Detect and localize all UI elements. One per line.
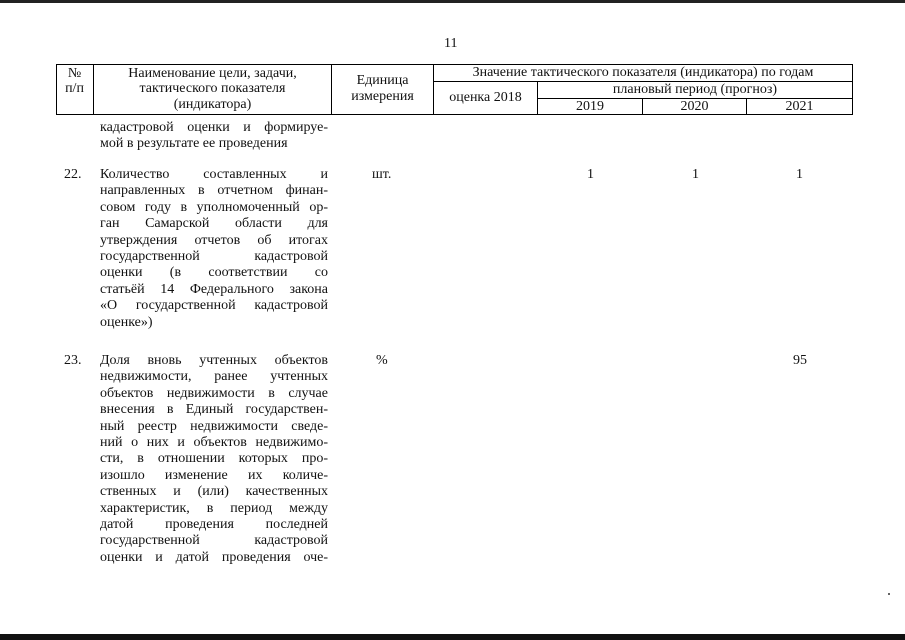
indicator-name-line: оценки (в соответствии со <box>100 265 328 281</box>
header-num-line1: № <box>67 66 82 81</box>
indicator-name-line: Количество составленных и <box>100 167 328 182</box>
header-unit-line2: измерения <box>351 89 414 104</box>
header-values-title: Значение тактического показателя (индикатора) по годам <box>472 65 814 80</box>
indicator-name-line: статьёй 14 Федерального закона <box>100 281 328 297</box>
unit-of-measure: шт. <box>372 167 392 182</box>
indicator-name-line: объектов недвижимости в случае <box>100 385 328 401</box>
indicator-name-line: недвижимости, ранее учтенных <box>100 369 328 385</box>
scan-bottom-edge <box>0 634 905 640</box>
value-2021: 1 <box>796 167 803 182</box>
header-name-line1: Наименование цели, задачи, <box>128 66 297 81</box>
indicator-name-line: оценки и датой проведения оче- <box>100 549 328 565</box>
indicator-name-line: ган Самарской области для <box>100 216 328 232</box>
indicator-name-line: государственной кадастровой <box>100 249 328 264</box>
header-num-line2: п/п <box>65 81 84 96</box>
header-name-line2: тактического показателя <box>139 81 286 96</box>
indicator-name-line: ный реестр недвижимости сведе- <box>100 418 328 434</box>
header-unit-line1: Единица <box>356 73 409 88</box>
indicator-name-line: утверждения отчетов об итогах <box>100 232 328 248</box>
value-2020: 1 <box>692 167 699 182</box>
header-year-2020: 2020 <box>680 99 709 114</box>
indicator-name-line: Доля вновь учтенных объектов <box>100 353 328 368</box>
scan-speck <box>888 593 890 595</box>
indicator-name-line: изошло изменение их количе- <box>100 467 328 483</box>
indicator-name-line: оценке») <box>100 314 153 330</box>
indicator-name-line: мой в результате ее проведения <box>100 136 288 152</box>
page-number: 11 <box>444 36 458 51</box>
table-header <box>56 64 853 115</box>
indicator-name-line: датой проведения последней <box>100 517 328 532</box>
indicator-name-line: внесения в Единый государствен- <box>100 402 328 418</box>
header-estimate: оценка 2018 <box>449 90 522 105</box>
unit-of-measure: % <box>376 353 388 368</box>
indicator-name-line: кадастровой оценки и формируе- <box>100 120 328 135</box>
indicator-name-line: ний о них и объектов недвижимо- <box>100 435 328 450</box>
header-year-2019: 2019 <box>576 99 604 114</box>
indicator-name-line: характеристик, в период между <box>100 500 328 516</box>
indicator-name-line: сти, в отношении которых про- <box>100 451 328 467</box>
row-number: 23. <box>64 353 82 368</box>
indicator-name-line: совом году в уполномоченный ор- <box>100 199 328 215</box>
value-2019: 1 <box>587 167 594 182</box>
value-2021: 95 <box>793 353 807 368</box>
header-year-2021: 2021 <box>785 99 814 114</box>
indicator-name-line: ственных и (или) качественных <box>100 484 328 500</box>
indicator-name-line: государственной кадастровой <box>100 533 328 549</box>
row-number: 22. <box>64 167 82 182</box>
scan-top-edge <box>0 0 905 3</box>
indicator-name-line: направленных в отчетном финан- <box>100 183 328 199</box>
header-name-line3: (индикатора) <box>173 97 252 112</box>
header-plan-period: плановый период (прогноз) <box>612 82 778 97</box>
header-border-right <box>852 64 853 115</box>
indicator-name-line: «О государственной кадастровой <box>100 298 328 314</box>
